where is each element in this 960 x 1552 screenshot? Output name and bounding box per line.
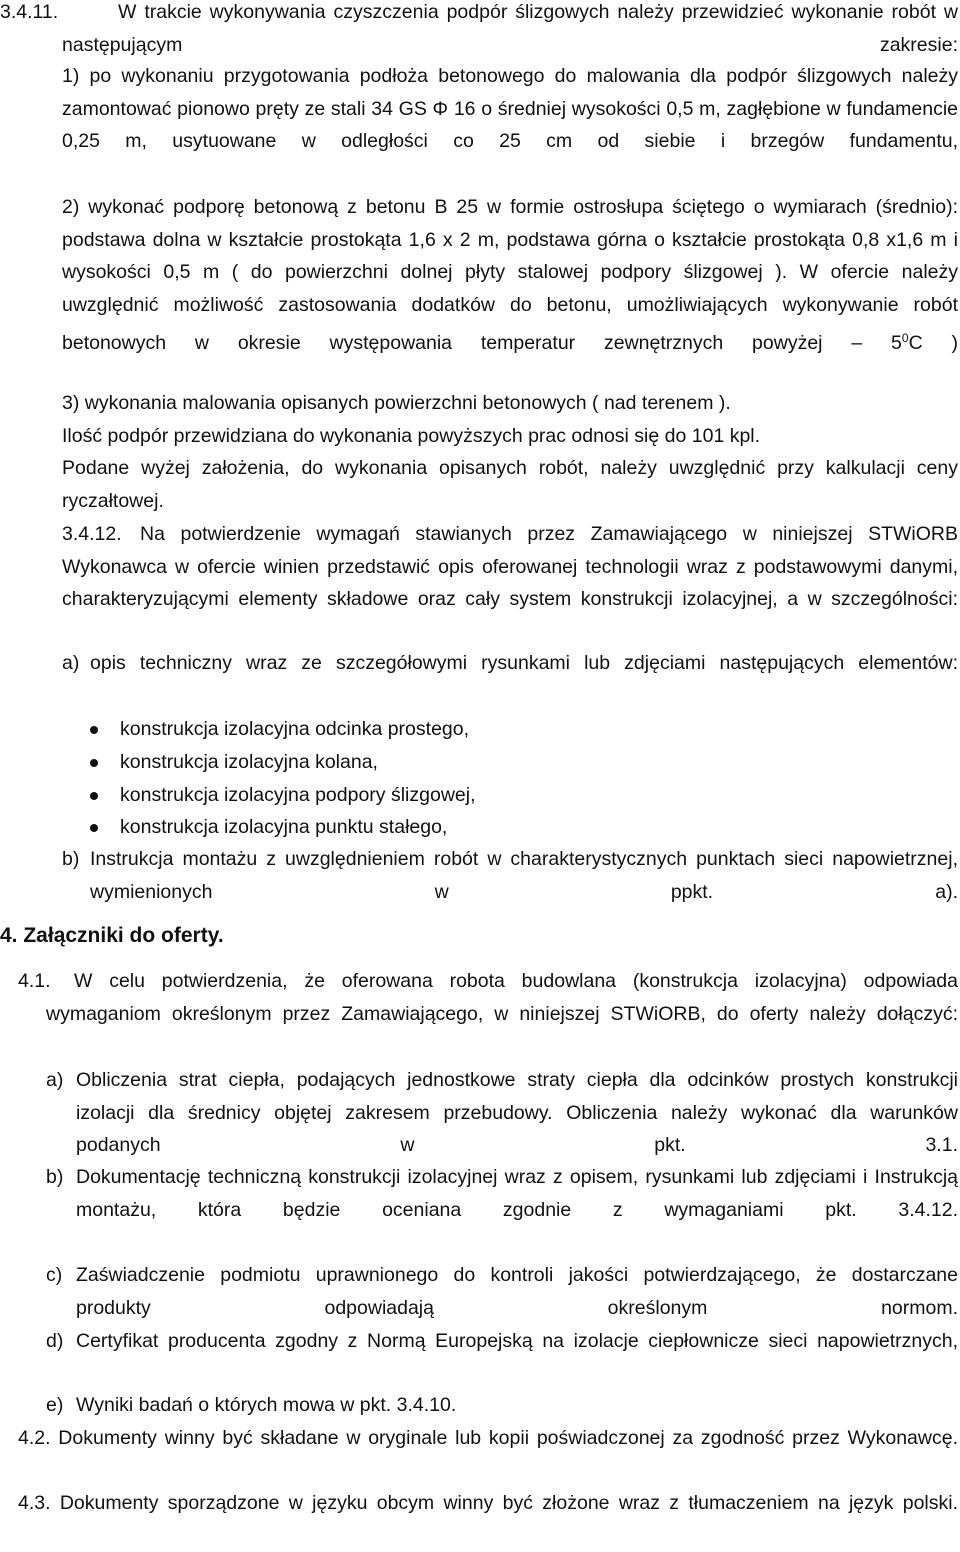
section-4-1-intro: W celu potwierdzenia, że oferowana robota budowlana (konstrukcja izolacyjna) odpowiada wymaganiom określonym przez Zamawiającego, w niniejszej STWiORB, do oferty należy dołączyć:: [46, 970, 958, 1025]
section-number: 3.4.11.: [0, 1, 59, 23]
item-2-superscript: 0: [901, 330, 909, 345]
section-4-2: 4.2. Dokumenty winny być składane w oryginale lub kopii poświadczonej za zgodność przez Wykonawcę.: [18, 1427, 958, 1449]
section-4-heading: 4. Załączniki do oferty.: [0, 924, 224, 947]
item-2-text-end: C ): [908, 331, 958, 354]
section-3-4-11-note: Podane wyżej założenia, do wykonania opisanych robót, należy uwzględnić przy kalkulacji ceny ryczałtowej.: [62, 457, 958, 512]
list-label-a: a): [46, 1069, 64, 1091]
attachment-item-a: Obliczenia strat ciepła, podających jednostkowe straty ciepła dla odcinków prostych konstrukcji izolacji dla średnicy objętej zakresem przebudowy. Obliczenia należy wykonać dla warunków podanych w pkt. 3.1.: [76, 1069, 958, 1157]
list-label-b: b): [62, 848, 80, 870]
section-3-4-11-item-1: 1) po wykonaniu przygotowania podłoża betonowego do malowania dla podpór ślizgowych należy zamontować pionowo pręty ze stali 34 GS Φ 16 o średniej wysokości 0,5 m, zagłębione w fundamencie 0,25 m, usytuowane w odległości co 25 cm od siebie i brzegów fundamentu,: [62, 65, 958, 153]
section-3-4-12-number: 3.4.12.: [62, 523, 122, 545]
section-4-3: 4.3. Dokumenty sporządzone w języku obcym winny być złożone wraz z tłumaczeniem na język polski.: [18, 1492, 958, 1514]
bullet-item-2: konstrukcja izolacyjna kolana,: [120, 751, 378, 773]
list-item-a: opis techniczny wraz ze szczegółowymi rysunkami lub zdjęciami następujących elementów:: [90, 652, 958, 674]
bullet-item-1: konstrukcja izolacyjna odcinka prostego,: [120, 718, 470, 740]
section-3-4-12-intro: Na potwierdzenie wymagań stawianych przez Zamawiającego w niniejszej STWiORB Wykonawca w ofercie winien przedstawić opis oferowanej technologii wraz z podstawowymi danymi, charakteryzującymi elementy składowe oraz cały system konstrukcji izolacyjnej, a w szczególności:: [62, 523, 958, 611]
attachment-item-e: Wyniki badań o których mowa w pkt. 3.4.10.: [76, 1394, 457, 1416]
list-label-a: a): [62, 652, 80, 674]
attachment-item-d: Certyfikat producenta zgodny z Normą Europejską na izolacje ciepłownicze sieci napowietrznych,: [76, 1330, 958, 1352]
bullet-icon: [90, 824, 98, 832]
item-2-text: 2) wykonać podporę betonową z betonu B 25 w formie ostrosłupa ściętego o wymiarach (średnio): podstawa dolna w kształcie prostokąta 1,6 x 2 m, podstawa górna o kształcie prostokąta 0,8 x1,6 m i wysokości 0,5 m ( do powierzchni dolnej płyty stalowej podpory ślizgowej ). W ofercie należy uwzględnić możliwość zastosowania dodatków do betonu, umożliwiających wykonywanie robót betonowych w okresie występowania temperatur zewnętrznych powyżej – 5: [62, 196, 958, 354]
section-3-4-11-item-3: 3) wykonania malowania opisanych powierzchni betonowych ( nad terenem ).: [62, 392, 731, 414]
list-label-d: d): [46, 1330, 64, 1352]
list-item-b: Instrukcja montażu z uwzględnieniem robót w charakterystycznych punktach sieci napowietrznej, wymienionych w ppkt. a).: [90, 848, 958, 903]
bullet-icon: [90, 759, 98, 767]
list-label-b: b): [46, 1166, 64, 1188]
attachment-item-c: Zaświadczenie podmiotu uprawnionego do kontroli jakości potwierdzającego, że dostarczane produkty odpowiadają określonym normom.: [76, 1264, 958, 1319]
bullet-item-3: konstrukcja izolacyjna podpory ślizgowej,: [120, 784, 476, 806]
section-4-1-number: 4.1.: [18, 970, 51, 992]
section-3-4-11-intro-text: W trakcie wykonywania czyszczenia podpór ślizgowych należy przewidzieć wykonanie robót w następującym zakresie:: [62, 1, 958, 56]
bullet-icon: [90, 792, 98, 800]
list-label-c: c): [46, 1264, 63, 1286]
bullet-icon: [90, 726, 98, 734]
section-3-4-11-item-2: [62, 191, 958, 392]
section-3-4-11-count: Ilość podpór przewidziana do wykonania powyższych prac odnosi się do 101 kpl.: [62, 425, 761, 447]
attachment-item-b: Dokumentację techniczną konstrukcji izolacyjnej wraz z opisem, rysunkami lub zdjęciami i Instrukcją montażu, która będzie oceniana zgodnie z wymaganiami pkt. 3.4.12.: [76, 1166, 958, 1221]
list-label-e: e): [46, 1394, 64, 1416]
bullet-item-4: konstrukcja izolacyjna punktu stałego,: [120, 816, 448, 838]
section-3-4-11-intro: [0, 0, 58, 29]
